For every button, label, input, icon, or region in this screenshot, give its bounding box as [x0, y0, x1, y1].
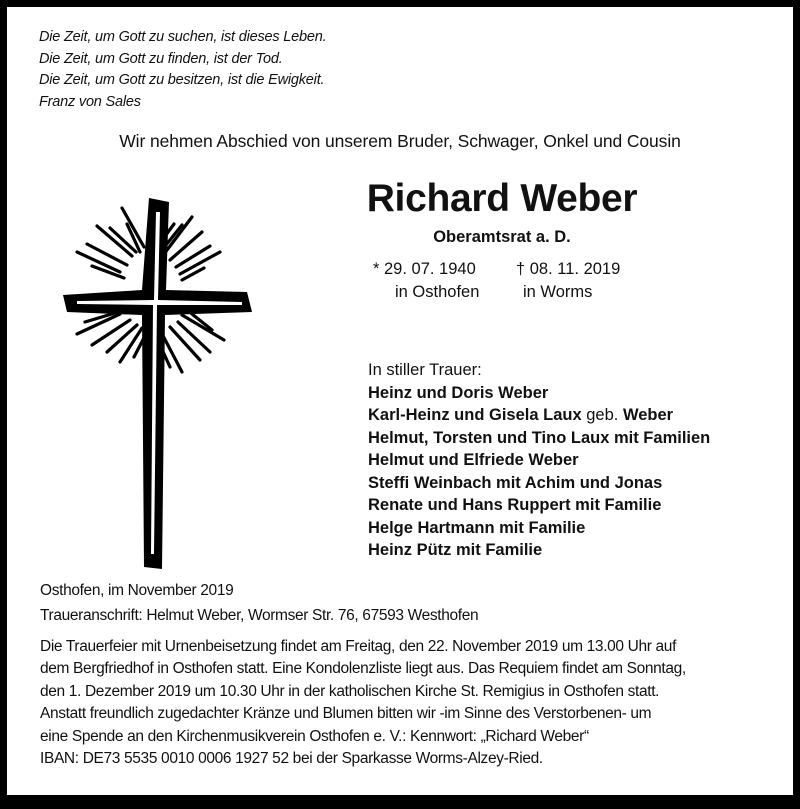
death-place: in Worms [523, 283, 593, 301]
quote-line: Die Zeit, um Gott zu besitzen, ist die Ewigkeit. [39, 72, 325, 88]
mourner-name: Helge Hartmann mit Familie [368, 519, 586, 537]
mourner-entry [368, 407, 673, 424]
mourner-name: Helmut, Torsten und Tino Laux mit Familien [368, 429, 711, 447]
mourner-name: Renate und Hans Ruppert mit Familie [368, 496, 662, 514]
death-date: † 08. 11. 2019 [516, 260, 621, 278]
intro-text: Wir nehmen Abschied von unserem Bruder, Schwager, Onkel und Cousin [119, 131, 681, 151]
mourning-address: Traueranschrift: Helmut Weber, Wormser Str. 76, 67593 Westhofen [40, 607, 479, 624]
paragraph-line: eine Spende an den Kirchenmusikverein Osthofen e. V.: Kennwort: „Richard Weber“ [40, 728, 589, 745]
paragraph-line: IBAN: DE73 5535 0010 0006 1927 52 bei der Sparkasse Worms-Alzey-Ried. [40, 750, 543, 767]
geb-word: geb. [586, 406, 619, 424]
birth-date: * 29. 07. 1940 [373, 260, 476, 278]
mourner-name: Helmut und Elfriede Weber [368, 451, 579, 469]
mourner-name: Karl-Heinz und Gisela Laux [368, 406, 582, 424]
cross-with-rays-icon [52, 182, 262, 572]
paragraph-line: dem Bergfriedhof in Osthofen statt. Eine Kondolenzliste liegt aus. Das Requiem findet am Sonntag, [40, 660, 686, 677]
deceased-name: Richard Weber [366, 177, 638, 220]
quote-line: Die Zeit, um Gott zu finden, ist der Tod. [39, 51, 283, 67]
obituary-notice [7, 7, 793, 795]
mourner-name: Heinz und Doris Weber [368, 384, 549, 402]
paragraph-line: Anstatt freundlich zugedachter Kränze und Blumen bitten wir -im Sinne des Verstorbenen- um [40, 705, 652, 722]
mourner-name: Heinz Pütz mit Familie [368, 541, 543, 559]
maiden-name: Weber [622, 406, 674, 424]
birth-place: in Osthofen [395, 283, 480, 301]
deceased-title: Oberamtsrat a. D. [433, 228, 571, 246]
paragraph-line: Die Trauerfeier mit Urnenbeisetzung findet am Freitag, den 22. November 2019 um 13.00 Uhr auf [40, 638, 677, 655]
mourners-heading: In stiller Trauer: [368, 361, 482, 379]
paragraph-line: den 1. Dezember 2019 um 10.30 Uhr in der katholischen Kirche St. Remigius in Osthofen statt. [40, 683, 660, 700]
place-date: Osthofen, im November 2019 [40, 582, 234, 599]
quote-line: Die Zeit, um Gott zu suchen, ist dieses Leben. [39, 29, 327, 45]
mourner-name: Steffi Weinbach mit Achim und Jonas [368, 474, 663, 492]
quote-author: Franz von Sales [39, 94, 141, 110]
